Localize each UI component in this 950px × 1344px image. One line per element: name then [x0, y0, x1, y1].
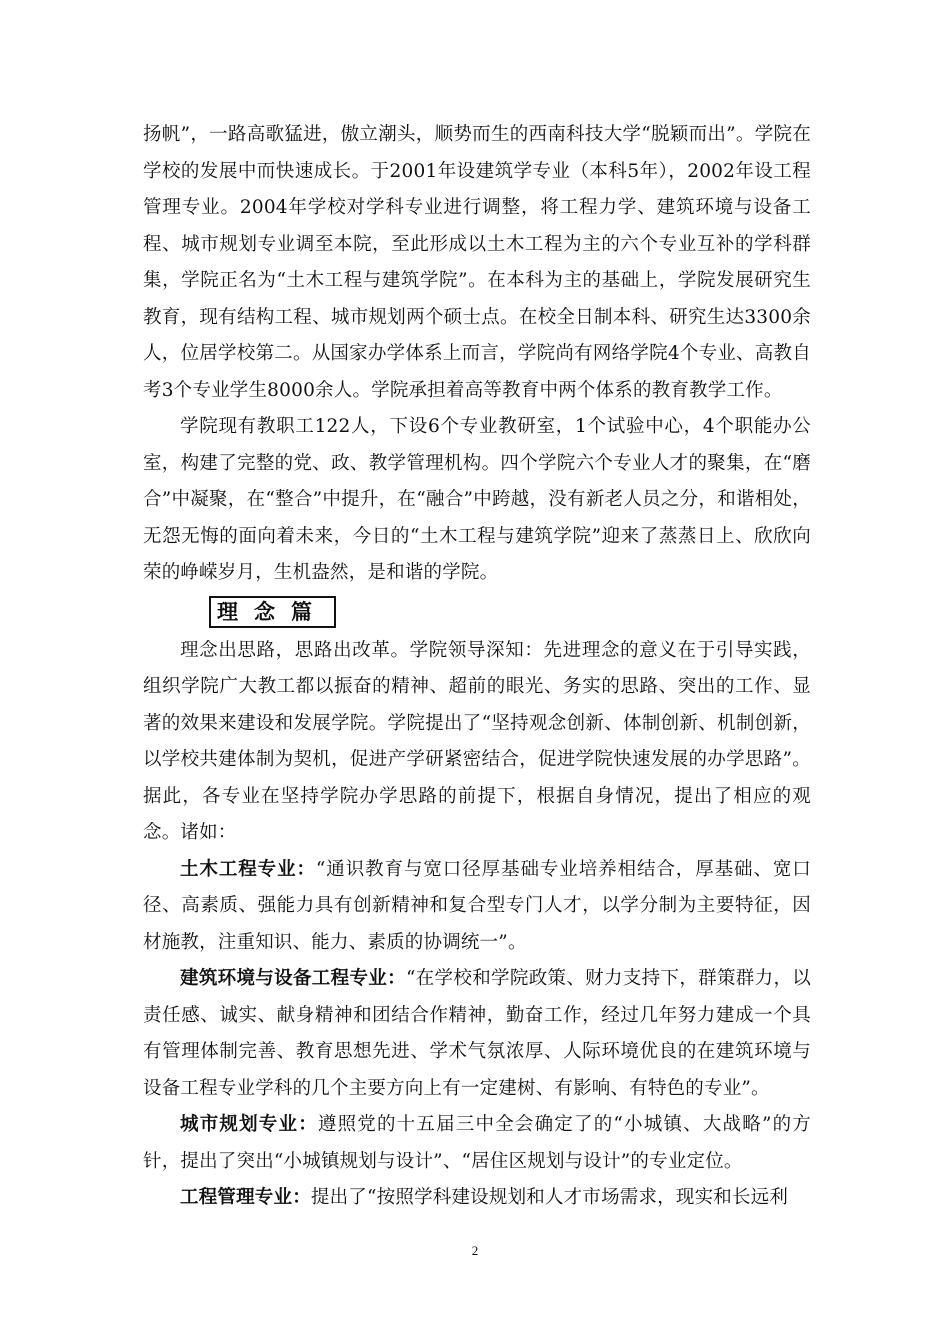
- major-label-civil: 土木工程专业：: [180, 858, 316, 880]
- section-heading-container: [143, 592, 811, 633]
- major-text-urban-planning: 遵照党的十五届三中全会确定了的“小城镇、大战略”的方针，提出了突出“小城镇规划与设计”、“居住区规划与设计”的专业定位。: [143, 1114, 811, 1172]
- paragraph-major-urban-planning: [143, 1107, 811, 1180]
- paragraph-major-hvac: [143, 961, 811, 1107]
- major-text-hvac: “在学校和学院政策、财力支持下，群策群力，以责任感、诚实、献身精神和团结合作精神，勤奋工作，经过几年努力建成一个具有管理体制完善、教育思想先进、学术气氛浓厚、人际环境优良的在建筑环境与设备工程专业学科的几个主要方向上有一定建树、有影响、有特色的专业”。: [143, 968, 811, 1099]
- major-text-engineering-management: 提出了“按照学科建设规划和人才市场需求，现实和长远利: [310, 1187, 789, 1208]
- paragraph-major-civil: [143, 852, 811, 962]
- paragraph-staff: 学院现有教职工122人，下设6个专业教研室，1个试验中心，4个职能办公室，构建了完整的党、政、教学管理机构。四个学院六个专业人才的聚集，在“磨合”中凝聚，在“整合”中提升，在“融合”中跨越，没有新老人员之分，和谐相处，无怨无悔的面向着未来，今日的“土木工程与建筑学院”迎来了蒸蒸日上、欣欣向荣的峥嵘岁月，生机盎然，是和谐的学院。: [143, 416, 811, 583]
- major-label-hvac: 建筑环境与设备工程专业：: [180, 968, 406, 989]
- major-text-civil: “通识教育与宽口径厚基础专业培养相结合，厚基础、宽口径、高素质、强能力具有创新精神和复合型专门人才，以学分制为主要特征，因材施教，注重知识、能力、素质的协调统一”。: [143, 858, 811, 953]
- paragraph-college-history: 扬帆”，一路高歌猛进，傲立潮头，顺势而生的西南科技大学“脱颖而出”。学院在学校的发展中而快速成长。于2001年设建筑学专业（本科5年），2002年设工程管理专业。2004年学校对学科专业进行调整，将工程力学、建筑环境与设备工程、城市规划专业调至本院，至此形成以土木工程为主的六个专业互补的学科群集，学院正名为“土木工程与建筑学院”。在本科为主的基础上，学院发展研究生教育，现有结构工程、城市规划两个硕士点。在校全日制本科、研究生达3300余人，位居学校第二。从国家办学体系上而言，学院尚有网络学院4个专业、高教自考3个专业学生8000余人。学院承担着高等教育中两个体系的教育教学工作。: [143, 124, 811, 401]
- section-heading: 理念篇: [209, 596, 336, 628]
- page-number: 2: [471, 1243, 479, 1258]
- paragraph-major-engineering-management: [143, 1180, 811, 1217]
- major-label-urban-planning: 城市规划专业：: [180, 1114, 318, 1135]
- body-text: [143, 117, 811, 1217]
- major-label-engineering-management: 工程管理专业：: [180, 1187, 311, 1208]
- paragraph-philosophy-intro: 理念出思路，思路出改革。学院领导深知：先进理念的意义在于引导实践，组织学院广大教工都以振奋的精神、超前的眼光、务实的思路、突出的工作、显著的效果来建设和发展学院。学院提出了“坚持观念创新、体制创新、机制创新，以学校共建体制为契机，促进产学研紧密结合，促进学院快速发展的办学思路”。据此，各专业在坚持学院办学思路的前提下，根据自身情况，提出了相应的观念。诸如：: [143, 639, 811, 843]
